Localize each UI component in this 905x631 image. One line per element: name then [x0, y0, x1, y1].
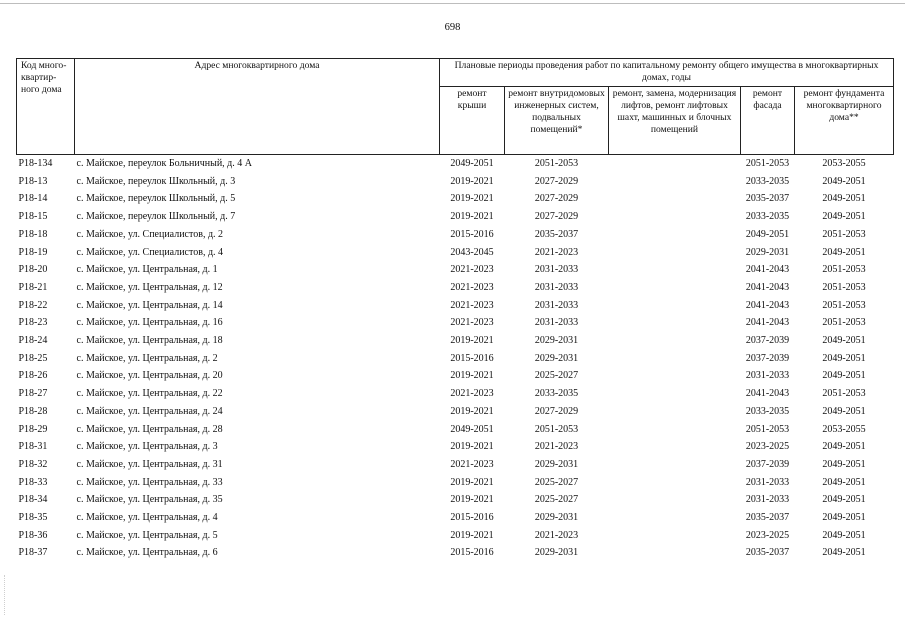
cell-address: с. Майское, переулок Школьный, д. 5 [76, 193, 236, 205]
cell-engineering: 2033-2035 [534, 388, 579, 400]
cell-elevators [609, 190, 741, 208]
cell-foundation: 2049-2051 [822, 335, 866, 347]
cell-elevators [609, 438, 741, 456]
cell-address: с. Майское, ул. Центральная, д. 6 [76, 547, 218, 559]
cell-elevators [609, 456, 741, 474]
cell-engineering: 2029-2031 [534, 458, 579, 470]
cell-elevators [609, 314, 741, 332]
cell-engineering: 2027-2029 [534, 405, 579, 417]
cell-address: с. Майское, ул. Центральная, д. 2 [76, 352, 218, 364]
cell-foundation: 2051-2053 [822, 388, 866, 400]
cell-facade: 2049-2051 [745, 228, 790, 240]
cell-elevators [609, 350, 741, 368]
cell-facade: 2033-2035 [745, 211, 790, 223]
cell-foundation: 2049-2051 [822, 529, 866, 541]
cell-roof: 2049-2051 [450, 423, 494, 435]
cell-foundation: 2049-2051 [822, 405, 866, 417]
cell-foundation: 2051-2053 [822, 228, 866, 240]
cell-facade: 2041-2043 [745, 388, 790, 400]
cell-roof: 2019-2021 [450, 441, 494, 453]
table-row [17, 332, 894, 350]
table-row [17, 244, 894, 262]
table-row [17, 403, 894, 421]
cell-engineering: 2029-2031 [534, 335, 579, 347]
cell-elevators [609, 491, 741, 509]
cell-engineering: 2031-2033 [534, 264, 579, 276]
cell-facade: 2035-2037 [745, 547, 790, 559]
header-engineering: ремонт внутридомовых инженерных систем, подвальных помещений* [505, 87, 609, 155]
header-planned-periods: Плановые периоды проведения работ по капитальному ремонту общего имущества в многоквартирных домах, годы [440, 59, 894, 87]
cell-elevators [609, 226, 741, 244]
cell-engineering: 2031-2033 [534, 281, 579, 293]
cell-elevators [609, 527, 741, 545]
cell-roof: 2015-2016 [450, 512, 494, 524]
cell-facade: 2035-2037 [745, 193, 790, 205]
cell-code: Р18-20 [18, 264, 48, 276]
cell-code: Р18-25 [18, 352, 48, 364]
table-row [17, 190, 894, 208]
cell-engineering: 2027-2029 [534, 193, 579, 205]
cell-elevators [609, 421, 741, 439]
cell-foundation: 2049-2051 [822, 547, 866, 559]
cell-code: Р18-32 [18, 458, 48, 470]
cell-facade: 2037-2039 [745, 335, 790, 347]
cell-code: Р18-13 [18, 175, 48, 187]
cell-address: с. Майское, ул. Центральная, д. 4 [76, 512, 218, 524]
cell-code: Р18-26 [18, 370, 48, 382]
cell-address: с. Майское, ул. Центральная, д. 33 [76, 476, 223, 488]
cell-roof: 2021-2023 [450, 264, 494, 276]
cell-address: с. Майское, ул. Центральная, д. 18 [76, 335, 223, 347]
cell-foundation: 2049-2051 [822, 175, 866, 187]
cell-foundation: 2049-2051 [822, 476, 866, 488]
cell-engineering: 2051-2053 [534, 158, 579, 169]
cell-foundation: 2051-2053 [822, 281, 866, 293]
cell-engineering: 2021-2023 [534, 529, 579, 541]
cell-elevators [609, 173, 741, 191]
cell-facade: 2033-2035 [745, 405, 790, 417]
cell-facade: 2033-2035 [745, 175, 790, 187]
header-elevators: ремонт, замена, модернизация лифтов, ремонт лифтовых шахт, машинных и блочных помещений [609, 87, 741, 155]
cell-code: Р18-19 [18, 246, 48, 258]
cell-address: с. Майское, ул. Центральная, д. 16 [76, 317, 223, 329]
cell-foundation: 2049-2051 [822, 370, 866, 382]
table-row [17, 261, 894, 279]
cell-engineering: 2025-2027 [534, 494, 579, 506]
cell-code: Р18-36 [18, 529, 48, 541]
cell-code: Р18-29 [18, 423, 48, 435]
cell-address: с. Майское, ул. Центральная, д. 20 [76, 370, 223, 382]
cell-address: с. Майское, ул. Центральная, д. 35 [76, 494, 223, 506]
cell-engineering: 2021-2023 [534, 441, 579, 453]
table-body [17, 155, 894, 563]
cell-code: Р18-35 [18, 512, 48, 524]
page-number: 698 [444, 22, 461, 33]
table-row [17, 350, 894, 368]
table-row [17, 226, 894, 244]
cell-facade: 2035-2037 [745, 512, 790, 524]
cell-code: Р18-34 [18, 494, 48, 506]
cell-address: с. Майское, переулок Больничный, д. 4 А [76, 158, 252, 169]
cell-engineering: 2029-2031 [534, 512, 579, 524]
table-row [17, 155, 894, 173]
table-row [17, 438, 894, 456]
cell-facade: 2031-2033 [745, 494, 790, 506]
cell-facade: 2031-2033 [745, 476, 790, 488]
cell-elevators [609, 155, 741, 173]
cell-roof: 2021-2023 [450, 317, 494, 329]
cell-elevators [609, 332, 741, 350]
cell-roof: 2019-2021 [450, 405, 494, 417]
cell-foundation: 2053-2055 [822, 423, 866, 435]
cell-code: Р18-33 [18, 476, 48, 488]
cell-code: Р18-18 [18, 228, 48, 240]
cell-engineering: 2031-2033 [534, 299, 579, 311]
cell-address: с. Майское, ул. Центральная, д. 24 [76, 405, 223, 417]
cell-elevators [609, 279, 741, 297]
cell-engineering: 2027-2029 [534, 175, 579, 187]
cell-roof: 2015-2016 [450, 352, 494, 364]
cell-address: с. Майское, ул. Центральная, д. 31 [76, 458, 223, 470]
cell-elevators [609, 367, 741, 385]
cell-elevators [609, 544, 741, 562]
cell-code: Р18-31 [18, 441, 48, 453]
cell-foundation: 2049-2051 [822, 211, 866, 223]
cell-roof: 2019-2021 [450, 370, 494, 382]
cell-foundation: 2049-2051 [822, 193, 866, 205]
cell-code: Р18-37 [18, 547, 48, 559]
cell-roof: 2021-2023 [450, 388, 494, 400]
cell-facade: 2041-2043 [745, 299, 790, 311]
cell-foundation: 2049-2051 [822, 494, 866, 506]
cell-code: Р18-23 [18, 317, 48, 329]
cell-engineering: 2025-2027 [534, 370, 579, 382]
cell-roof: 2019-2021 [450, 335, 494, 347]
cell-elevators [609, 297, 741, 315]
table-row [17, 297, 894, 315]
table-row [17, 367, 894, 385]
cell-elevators [609, 261, 741, 279]
cell-roof: 2015-2016 [450, 547, 494, 559]
cell-roof: 2019-2021 [450, 193, 494, 205]
table-row [17, 474, 894, 492]
cell-address: с. Майское, ул. Центральная, д. 3 [76, 441, 218, 453]
cell-facade: 2031-2033 [745, 370, 790, 382]
cell-address: с. Майское, ул. Центральная, д. 28 [76, 423, 223, 435]
cell-address: с. Майское, переулок Школьный, д. 3 [76, 175, 236, 187]
table-row [17, 491, 894, 509]
table-row [17, 527, 894, 545]
table-row [17, 385, 894, 403]
table-row [17, 456, 894, 474]
table-row [17, 314, 894, 332]
cell-engineering: 2035-2037 [534, 228, 579, 240]
cell-address: с. Майское, переулок Школьный, д. 7 [76, 211, 236, 223]
cell-foundation: 2049-2051 [822, 441, 866, 453]
cell-elevators [609, 385, 741, 403]
cell-elevators [609, 509, 741, 527]
table-row [17, 173, 894, 191]
cell-engineering: 2021-2023 [534, 246, 579, 258]
cell-roof: 2021-2023 [450, 281, 494, 293]
header-roof: ремонт крыши [440, 87, 505, 155]
cell-address: с. Майское, ул. Центральная, д. 12 [76, 281, 223, 293]
cell-foundation: 2051-2053 [822, 299, 866, 311]
header-foundation: ремонт фундамента многоквартирного дома** [795, 87, 894, 155]
cell-roof: 2019-2021 [450, 211, 494, 223]
cell-roof: 2019-2021 [450, 476, 494, 488]
header-address: Адрес многоквартирного дома [75, 59, 440, 155]
cell-engineering: 2025-2027 [534, 476, 579, 488]
cell-address: с. Майское, ул. Центральная, д. 5 [76, 529, 218, 541]
cell-address: с. Майское, ул. Специалистов, д. 2 [76, 228, 224, 240]
cell-roof: 2019-2021 [450, 494, 494, 506]
cell-foundation: 2049-2051 [822, 458, 866, 470]
cell-address: с. Майское, ул. Специалистов, д. 4 [76, 246, 224, 258]
cell-roof: 2049-2051 [450, 158, 494, 169]
table-row [17, 279, 894, 297]
table-row [17, 208, 894, 226]
cell-facade: 2041-2043 [745, 264, 790, 276]
cell-facade: 2023-2025 [745, 441, 790, 453]
cell-foundation: 2051-2053 [822, 317, 866, 329]
header-code: Код много-квартир-ного дома [17, 59, 75, 155]
cell-foundation: 2051-2053 [822, 264, 866, 276]
cell-facade: 2029-2031 [745, 246, 790, 258]
cell-facade: 2023-2025 [745, 529, 790, 541]
cell-facade: 2051-2053 [745, 423, 790, 435]
header-facade: ремонт фасада [741, 87, 795, 155]
cell-address: с. Майское, ул. Центральная, д. 22 [76, 388, 223, 400]
cell-roof: 2021-2023 [450, 458, 494, 470]
cell-code: Р18-27 [18, 388, 48, 400]
cell-foundation: 2053-2055 [822, 158, 866, 169]
capital-repair-schedule-table [16, 58, 894, 562]
cell-engineering: 2027-2029 [534, 211, 579, 223]
cell-code: Р18-134 [18, 158, 53, 169]
cell-foundation: 2049-2051 [822, 512, 866, 524]
cell-engineering: 2029-2031 [534, 547, 579, 559]
cell-facade: 2041-2043 [745, 281, 790, 293]
table-row [17, 421, 894, 439]
cell-engineering: 2031-2033 [534, 317, 579, 329]
cell-code: Р18-28 [18, 405, 48, 417]
cell-code: Р18-24 [18, 335, 48, 347]
scan-specks [4, 575, 13, 615]
top-rule [0, 3, 905, 4]
cell-facade: 2037-2039 [745, 352, 790, 364]
cell-foundation: 2049-2051 [822, 246, 866, 258]
cell-roof: 2043-2045 [450, 246, 494, 258]
cell-facade: 2041-2043 [745, 317, 790, 329]
cell-roof: 2019-2021 [450, 529, 494, 541]
cell-roof: 2015-2016 [450, 228, 494, 240]
cell-elevators [609, 244, 741, 262]
cell-address: с. Майское, ул. Центральная, д. 1 [76, 264, 218, 276]
cell-engineering: 2051-2053 [534, 423, 579, 435]
cell-code: Р18-21 [18, 281, 48, 293]
cell-foundation: 2049-2051 [822, 352, 866, 364]
cell-code: Р18-22 [18, 299, 48, 311]
table-row [17, 544, 894, 562]
cell-elevators [609, 403, 741, 421]
cell-facade: 2037-2039 [745, 458, 790, 470]
table-row [17, 509, 894, 527]
cell-elevators [609, 208, 741, 226]
cell-code: Р18-15 [18, 211, 48, 223]
cell-roof: 2021-2023 [450, 299, 494, 311]
cell-engineering: 2029-2031 [534, 352, 579, 364]
cell-roof: 2019-2021 [450, 175, 494, 187]
cell-elevators [609, 474, 741, 492]
cell-code: Р18-14 [18, 193, 48, 205]
cell-facade: 2051-2053 [745, 158, 790, 169]
cell-address: с. Майское, ул. Центральная, д. 14 [76, 299, 223, 311]
